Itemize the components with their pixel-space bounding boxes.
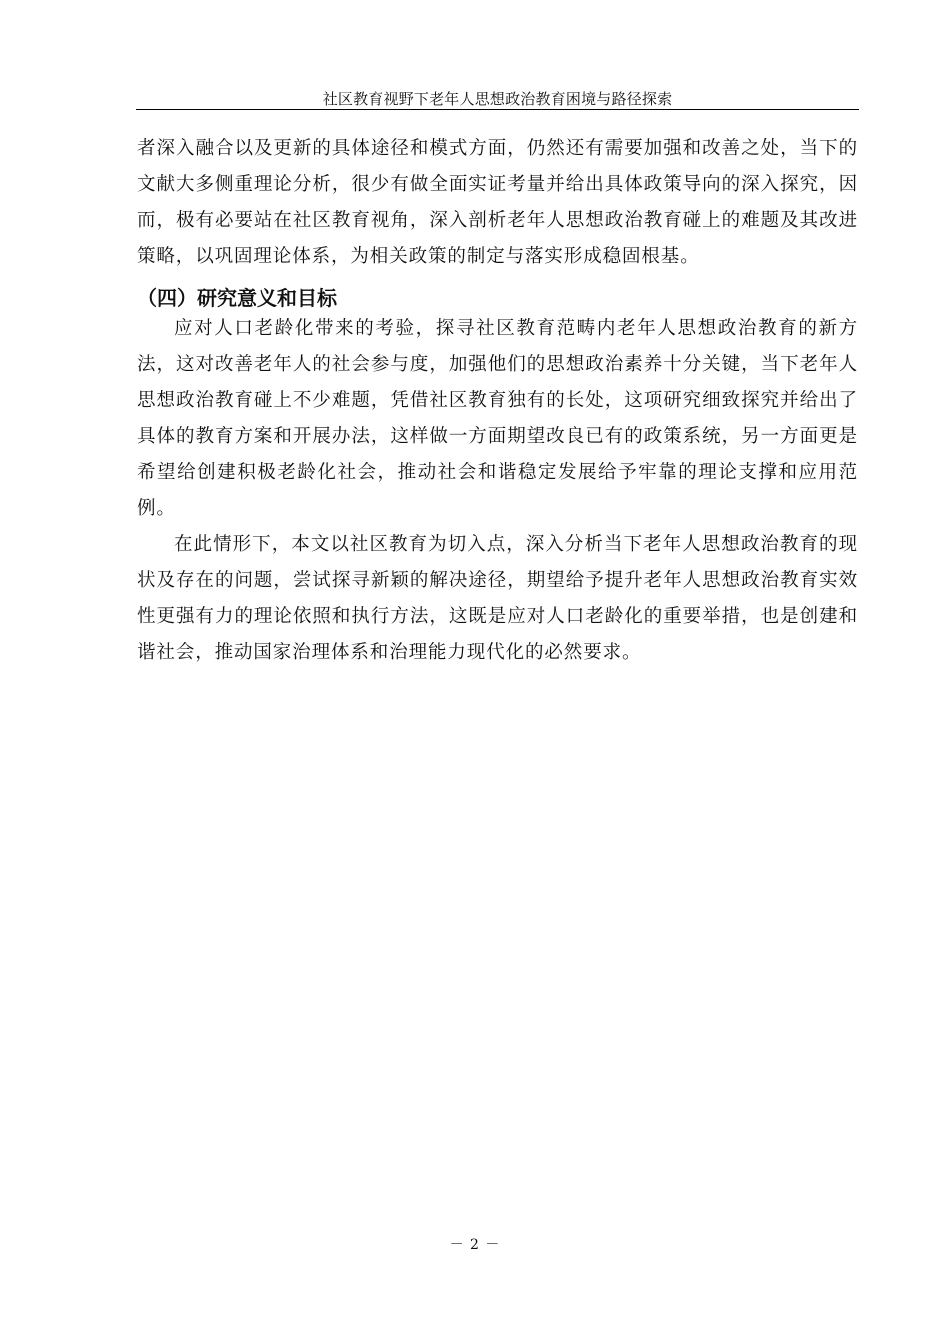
page-number: － 2 － xyxy=(449,1237,501,1253)
running-header: 社区教育视野下老年人思想政治教育困境与路径探索 xyxy=(322,90,673,108)
paragraph-significance: 应对人口老龄化带来的考验，探寻社区教育范畴内老年人思想政治教育的新方法，这对改善老年人的社会参与度，加强他们的思想政治素养十分关键，当下老年人思想政治教育碰上不少难题，凭借社区教育独有的长处，这项研究细致探究并给出了具体的教育方案和开展办法，这样做一方面期望改良已有的政策系统，另一方面更是希望给创建积极老龄化社会，推动社会和谐稳定发展给予牢靠的理论支撑和应用范例。 xyxy=(137,318,858,519)
paragraph-objective: 在此情形下，本文以社区教育为切入点，深入分析当下老年人思想政治教育的现状及存在的问题，尝试探寻新颖的解决途径，期望给予提升老年人思想政治教育实效性更强有力的理论依照和执行方法，这既是应对人口老龄化的重要举措，也是创建和谐社会，推动国家治理体系和治理能力现代化的必然要求。 xyxy=(137,534,858,663)
paragraph-continuation: 者深入融合以及更新的具体途径和模式方面，仍然还有需要加强和改善之处，当下的文献大多侧重理论分析，很少有做全面实证考量并给出具体政策导向的深入探究，因而，极有必要站在社区教育视角，深入剖析老年人思想政治教育碰上的难题及其改进策略，以巩固理论体系，为相关政策的制定与落实形成稳固根基。 xyxy=(137,138,858,267)
section-heading: （四）研究意义和目标 xyxy=(137,286,337,310)
header-rule xyxy=(136,109,859,110)
